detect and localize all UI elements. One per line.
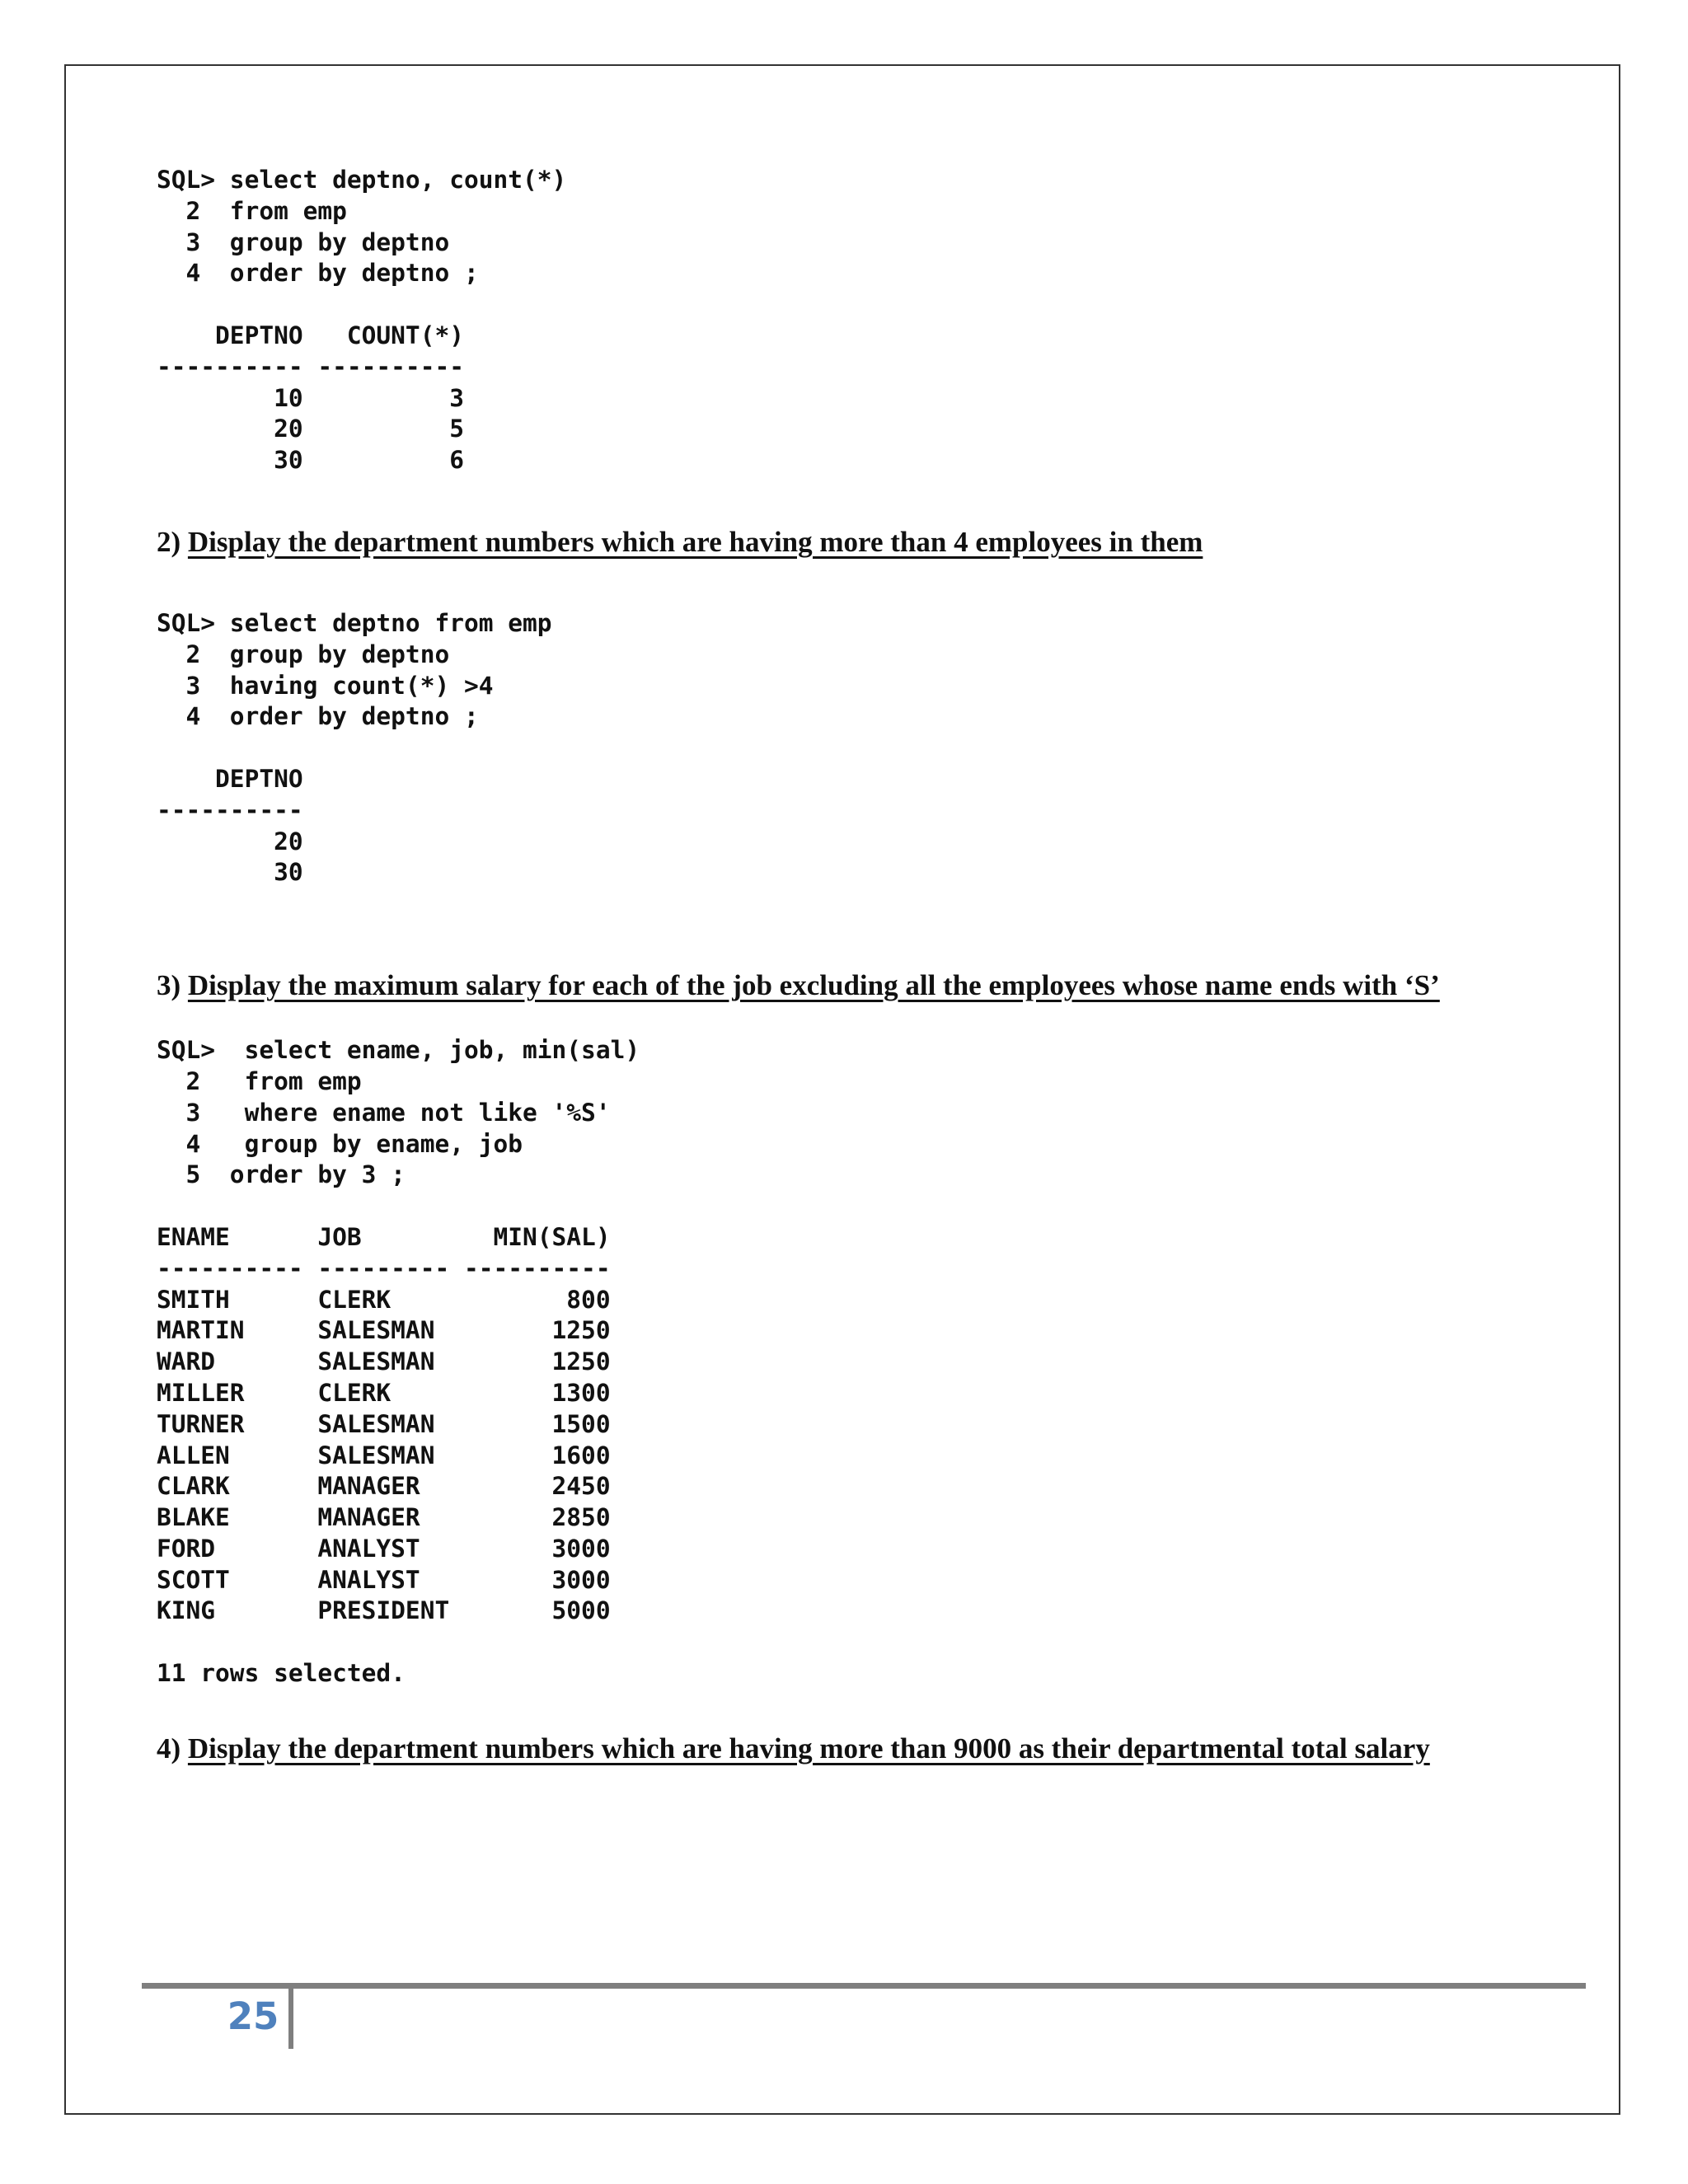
question-4-number: 4) xyxy=(157,1732,181,1765)
page-content xyxy=(157,165,1574,1767)
question-4-heading xyxy=(157,1731,1574,1767)
question-2-number: 2) xyxy=(157,525,181,558)
question-4-text: Display the department numbers which are having more than 9000 as their departmental total salary xyxy=(187,1732,1430,1765)
question-3-text: Display the maximum salary for each of the job excluding all the employees whose name ends with ‘S’ xyxy=(187,969,1440,1002)
page-number: 25 xyxy=(227,1994,279,2038)
question-3-heading xyxy=(157,968,1574,1004)
footer-divider xyxy=(288,1985,293,2049)
sql-block-min-sal-by-job: SQL> select ename, job, min(sal) 2 from emp 3 where ename not like '%S' 4 group by ename, job 5 order by 3 ; ENAME JOB MIN(SAL) ---------- --------- ---------- SMITH CLERK 800 MARTIN SALESMAN 1250 WARD SALESMAN 1250 MILLER CLERK 1300 TURNER SALESMAN 1500 ALLEN SALESMAN 1600 CLARK MANAGER 2450 BLAKE MANAGER 2850 FORD ANALYST 3000 SCOTT ANALYST 3000 KING PRESIDENT 5000 11 rows selected. xyxy=(157,1036,640,1688)
question-2-heading xyxy=(157,524,1574,560)
sql-block-count-by-dept: SQL> select deptno, count(*) 2 from emp 3 group by deptno 4 order by deptno ; DEPTNO COUNT(*) ---------- ---------- 10 3 20 5 30 6 xyxy=(157,166,567,475)
footer-rule xyxy=(142,1983,1586,1989)
question-3-number: 3) xyxy=(157,969,181,1002)
question-2-text: Display the department numbers which are having more than 4 employees in them xyxy=(187,525,1203,558)
sql-block-having-count: SQL> select deptno from emp 2 group by deptno 3 having count(*) >4 4 order by deptno ; DEPTNO ---------- 20 30 xyxy=(157,608,552,887)
